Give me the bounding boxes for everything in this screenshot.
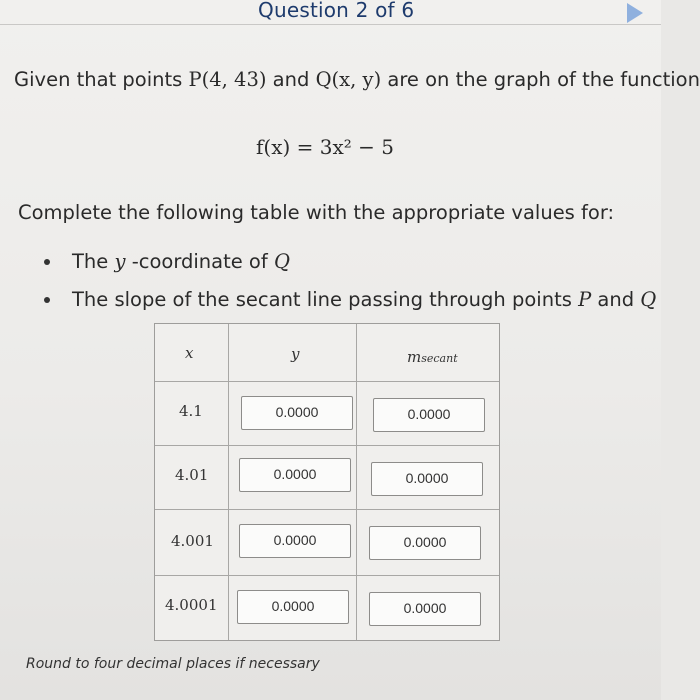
bullet-1-mid: -coordinate of (125, 250, 274, 273)
bullet-2-q: Q (640, 288, 657, 311)
function-definition: f(x) = 3x² − 5 (256, 135, 394, 159)
given-suffix: are on the graph of the function (381, 68, 700, 91)
x-cell (155, 576, 229, 640)
secant-table (154, 323, 500, 641)
y-input[interactable]: 0.0000 (237, 590, 349, 624)
header-m: m (407, 348, 422, 366)
table-row (155, 510, 499, 576)
x-value: 4.01 (175, 466, 209, 484)
bullet-1-q: Q (273, 250, 290, 273)
m-cell (357, 576, 499, 640)
x-cell (155, 446, 229, 509)
x-value: 4.0001 (165, 596, 218, 614)
header-y: y (291, 345, 300, 363)
m-secant-input[interactable]: 0.0000 (373, 398, 485, 432)
bullet-2-p: P (578, 288, 592, 311)
y-input[interactable]: 0.0000 (239, 524, 351, 558)
x-cell (155, 382, 229, 445)
header-m-subscript: secant (421, 352, 458, 365)
bullet-secant-slope (42, 285, 656, 323)
bullet-1-var: y (114, 250, 126, 273)
y-cell (229, 446, 357, 509)
m-cell (357, 382, 499, 445)
bullet-2-and: and (591, 288, 641, 311)
rounding-instruction: Round to four decimal places if necessary (26, 656, 320, 672)
header-x: x (185, 344, 194, 362)
bullet-y-coordinate (42, 247, 656, 285)
header-y-cell (229, 324, 357, 381)
x-value: 4.001 (171, 532, 214, 550)
table-row (155, 446, 499, 510)
question-counter: Question 2 of 6 (258, 0, 415, 22)
bullet-1-prefix: The (72, 250, 115, 273)
y-cell (229, 510, 357, 575)
y-input[interactable]: 0.0000 (239, 458, 351, 492)
table-row (155, 382, 499, 446)
given-statement (14, 68, 700, 91)
requirements-list (42, 247, 656, 323)
y-input[interactable]: 0.0000 (241, 396, 353, 430)
m-cell (357, 446, 499, 509)
x-value: 4.1 (179, 402, 203, 420)
header-m-cell (357, 324, 499, 381)
header-x-cell (155, 324, 229, 381)
m-secant-input[interactable]: 0.0000 (371, 462, 483, 496)
header-divider (0, 24, 661, 25)
given-and: and (266, 68, 316, 91)
table-header-row (155, 324, 499, 382)
bullet-2-text: The slope of the secant line passing through points (72, 288, 579, 311)
point-q: Q(x, y) (315, 68, 382, 91)
y-cell (229, 382, 357, 445)
m-secant-input[interactable]: 0.0000 (369, 592, 481, 626)
point-p: P(4, 43) (188, 68, 267, 91)
x-cell (155, 510, 229, 575)
given-prefix: Given that points (14, 68, 189, 91)
next-question-icon[interactable] (627, 3, 643, 23)
header-m-secant (407, 348, 458, 366)
table-row (155, 576, 499, 640)
m-cell (357, 510, 499, 575)
instruction-text: Complete the following table with the appropriate values for: (18, 201, 615, 224)
m-secant-input[interactable]: 0.0000 (369, 526, 481, 560)
y-cell (229, 576, 357, 640)
